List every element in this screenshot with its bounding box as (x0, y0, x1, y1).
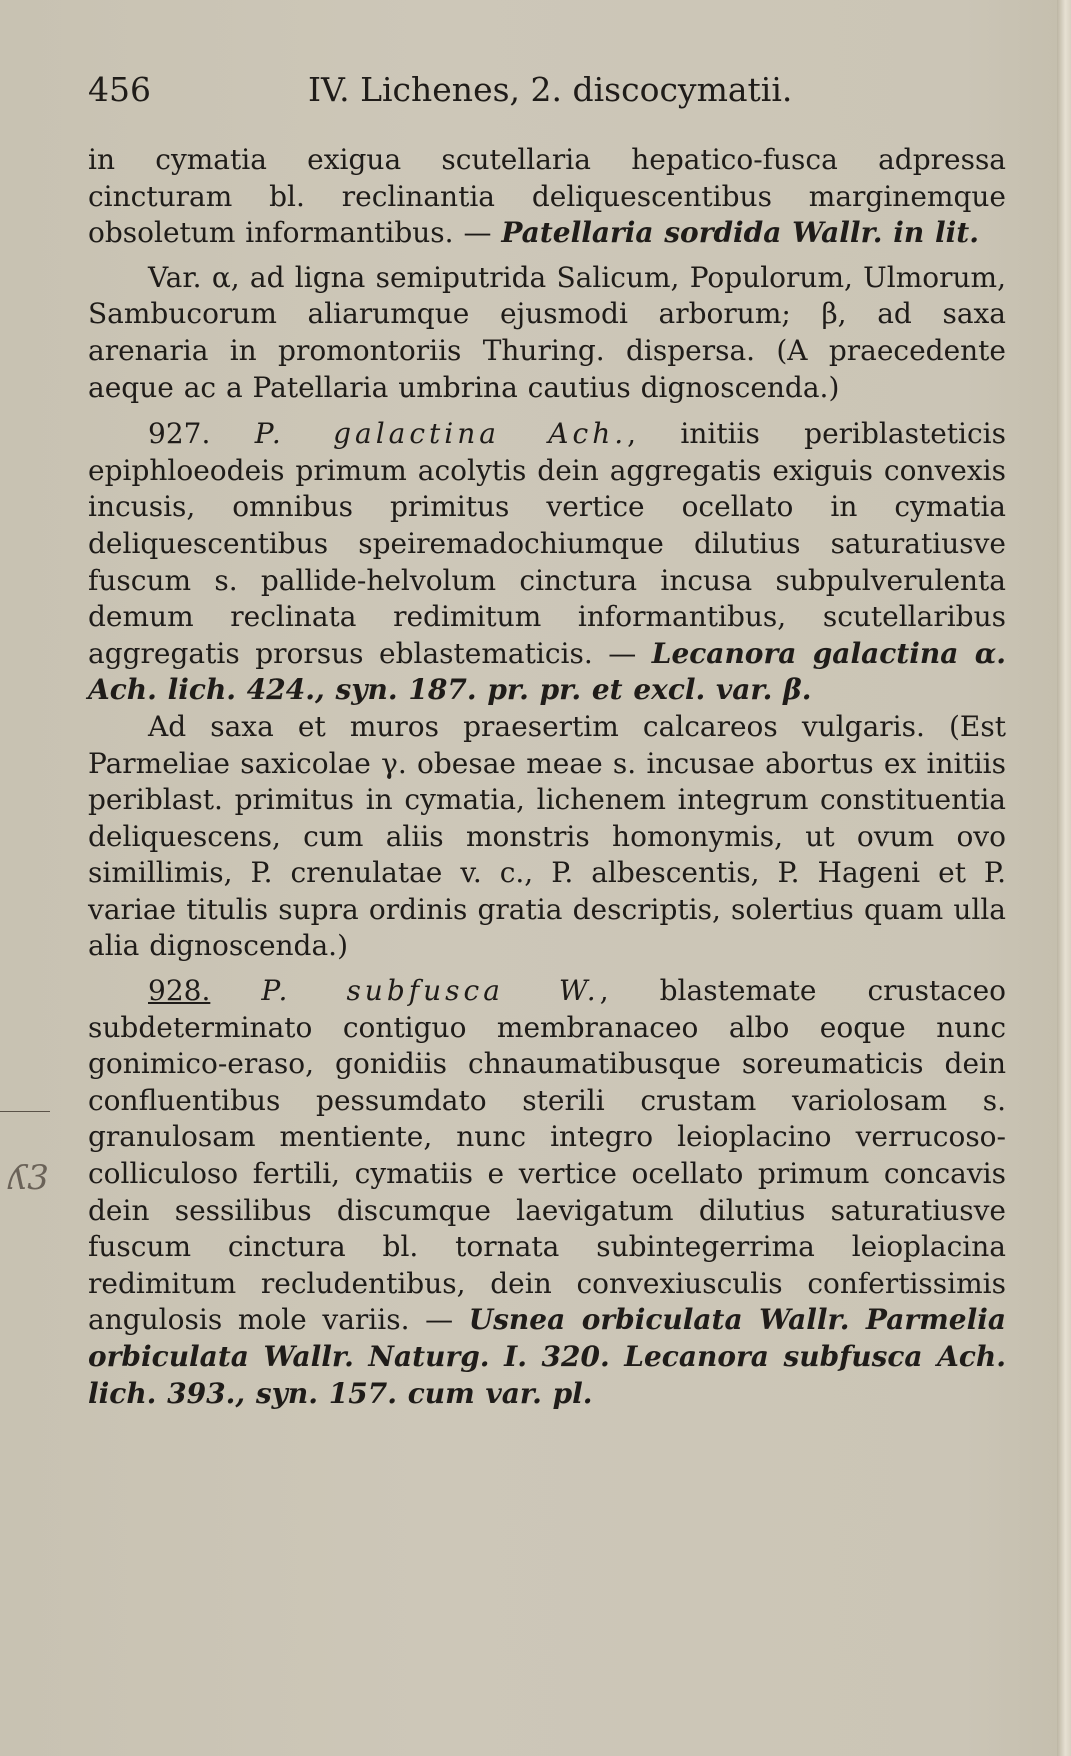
page-edge (1057, 0, 1071, 1756)
page-number: 456 (88, 70, 151, 109)
paragraph-varieties: Var. α, ad ligna semiputrida Salicum, Populorum, Ulmorum, Sambucorum aliarumque ejusmodi arborum; β, ad saxa arenaria in promontoriis Thuring. dispersa. (A praecedente aeque ac a Patellaria umbrina cautius dignoscenda.) (88, 260, 1006, 404)
species-entry-927 (88, 416, 1006, 709)
margin-annotation: ʎ3 (8, 1158, 49, 1198)
species-description: , initiis periblasteticis epiphloeodeis primum acolytis dein aggregatis exiguis convexis incusis, omnibus primitus vertice ocellato in cymatia deliquescentibus speiremadochiumque dilutius saturatiusve fuscum s. pallide-helvolum cinctura incusa subpulverulenta demum reclinata redimitum informantibus, scutellaribus aggregatis prorsus eblastematicis. — (88, 417, 1006, 670)
paragraph-habitat: Ad saxa et muros praesertim calcareos vulgaris. (Est Parmeliae saxicolae γ. obesae meae s. incusae abortus ex initiis periblast. primitus in cymatia, lichenem integrum constituentia deliquescens, cum aliis monstris homonymis, ut ovum ovo simillimis, P. crenulatae v. c., P. albescentis, P. Hageni et P. variae titulis supra ordinis gratia descriptis, solertius quam ulla alia dignoscenda.) (88, 709, 1006, 963)
synonym-citation: Lecanora galactina α. Ach. lich. 424., syn. 187. pr. pr. et excl. var. β. (88, 636, 1006, 707)
entry-number: 927. (148, 417, 211, 451)
body-text (88, 142, 1006, 1412)
species-description: , blastemate crustaceo subdeterminato contiguo membranaceo albo eoque nunc gonimico-eraso, gonidiis chnaumatibusque soreumaticis dein confluentibus pessumdato sterili crustam variolosam s. granulosam mentiente, nunc integro leioplacino verrucoso-colliculoso fertili, cymatiis e vertice ocellato primum concavis dein sessilibus discumque laevigatum dilutius saturatiusve fuscum cinctura bl. tornata subintegerrima leioplacina redimitum recludentibus, dein convexiusculis confertissimis angulosis mole variis. — (88, 974, 1006, 1337)
margin-line (0, 1111, 50, 1112)
entry-number: 928. (148, 974, 211, 1008)
paragraph-continuation: in cymatia exigua scutellaria hepatico-fusca adpressa cincturam bl. reclinantia deliquescentibus marginemque obsoletum informantibus. — Patellaria sordida Wallr. in lit. (88, 143, 1006, 250)
synonym-citation: Usnea orbiculata Wallr. Parmelia orbiculata Wallr. Naturg. I. 320. Lecanora subfusca Ach. lich. 393., syn. 157. cum var. pl. (88, 1303, 1006, 1410)
synonym-citation: Patellaria sordida Wallr. in lit. (501, 216, 979, 250)
species-name: P. galactina Ach. (254, 417, 628, 451)
species-entry-928 (88, 973, 1006, 1412)
species-name: P. subfusca W. (261, 974, 600, 1008)
running-title: IV. Lichenes, 2. discocymatii. (308, 70, 793, 109)
running-header (88, 70, 1008, 110)
